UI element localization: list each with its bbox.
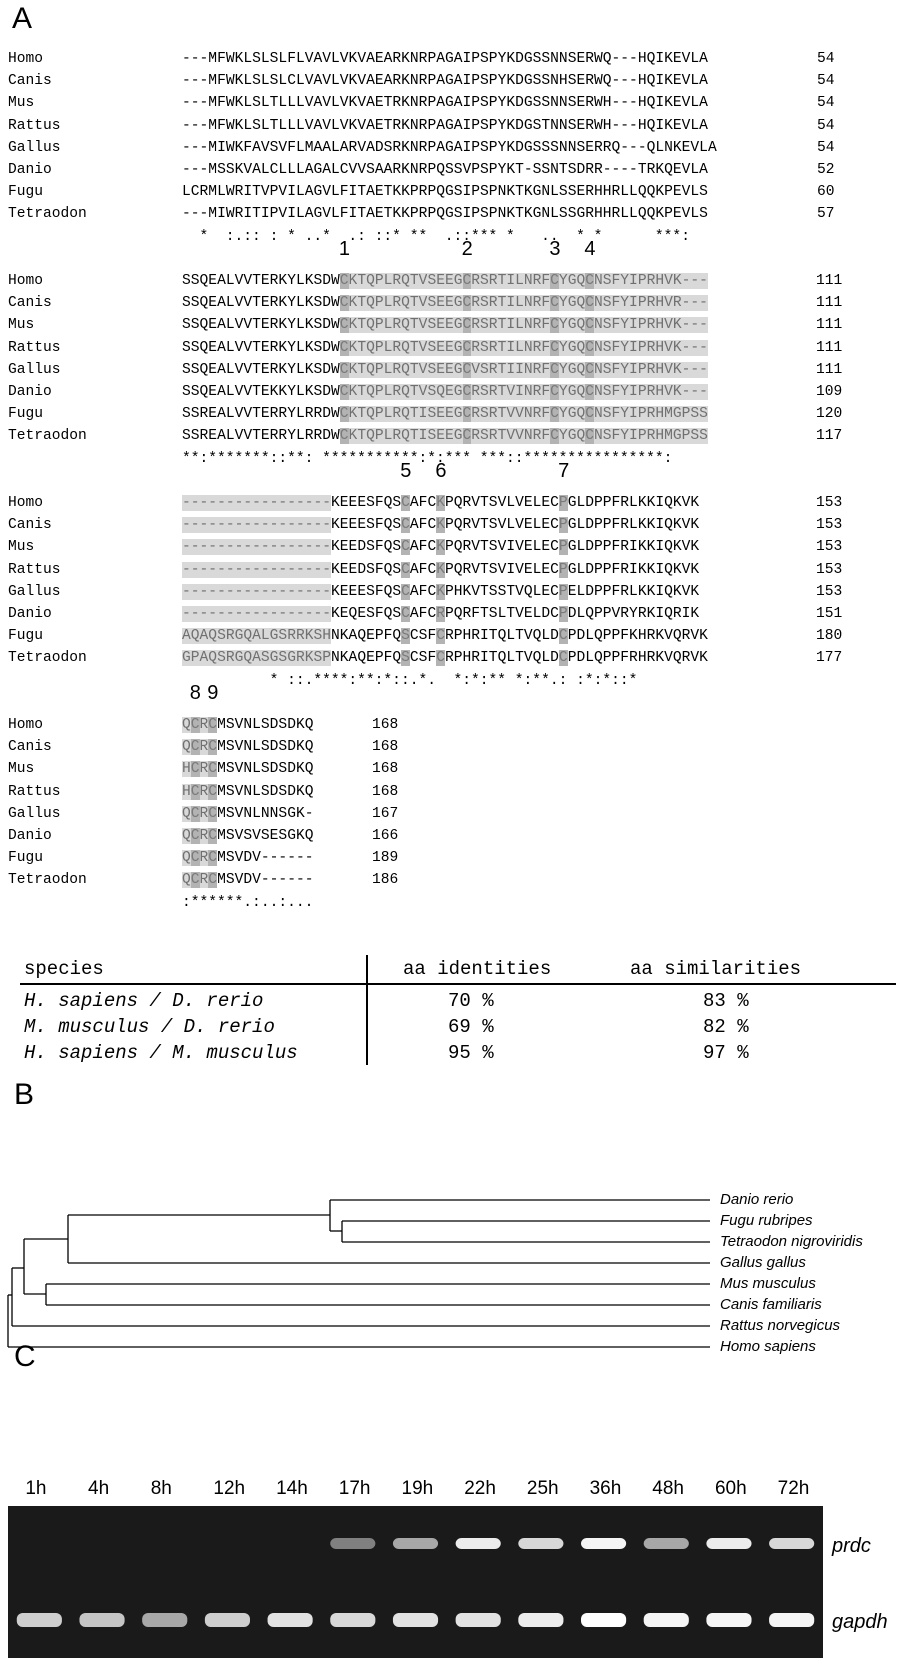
prdc-band: [456, 1538, 501, 1549]
species-name: Danio: [8, 161, 52, 178]
tree-leaf-label: Homo sapiens: [720, 1338, 816, 1355]
gapdh-band: [518, 1613, 563, 1627]
sequence: ---MFWKLSLSLFLVAVLVKVAEARKNRPAGAIPSPYKDGSSNNSERWQ---HQIKEVLA: [182, 51, 708, 67]
sequence: SSREALVVTERRYLRRDWCKTQPLRQTISEEGCRSRTVVNRFCYGQCNSFYIPRHMGPSS: [182, 406, 708, 423]
sequence: QCRCMSVNLSDSDKQ: [182, 739, 314, 756]
residue-count: 153: [816, 561, 843, 578]
residue-count: 151: [816, 605, 843, 622]
cysteine-label: 6: [435, 460, 447, 482]
gapdh-band: [706, 1613, 751, 1627]
panel-label-b: B: [14, 1078, 35, 1111]
table-row-similarity: 97 %: [703, 1042, 749, 1064]
residue-count: 120: [816, 406, 843, 423]
residue-count: 111: [816, 317, 843, 334]
sequence: SSQEALVVTERKYLKSDWCKTQPLRQTVSEEGCRSRTILNRFCYGQCNSFYIPRHVK---: [182, 339, 708, 356]
tree-leaf-label: Canis familiaris: [720, 1296, 822, 1313]
residue-count: 54: [817, 73, 835, 90]
gapdh-bands: [8, 1586, 823, 1658]
species-name: Homo: [8, 273, 44, 289]
sequence: QCRCMSVSVSESGKQ: [182, 827, 314, 844]
prdc-bands: [8, 1506, 823, 1586]
residue-count: 168: [372, 717, 399, 733]
gel-timepoint-label: 8h: [150, 1478, 172, 1499]
table-row-pair: H. sapiens / M. musculus: [24, 1042, 298, 1064]
residue-count: 54: [817, 139, 835, 156]
alignment-row: [8, 647, 898, 669]
gel-timepoint-label: 14h: [276, 1478, 308, 1499]
gel-timepoint-label: 19h: [401, 1478, 434, 1499]
residue-count: 166: [372, 827, 399, 844]
species-name: Homo: [8, 717, 44, 733]
alignment-row: [8, 181, 898, 203]
residue-count: 168: [372, 761, 399, 778]
alignment-row: [8, 115, 898, 137]
sequence: HCRCMSVNLSDSDKQ: [182, 761, 314, 778]
sequence: QCRCMSVDV------: [182, 850, 314, 867]
sequence: SSREALVVTERRYLRRDWCKTQPLRQTISEEGCRSRTVVNRFCYGQCNSFYIPRHMGPSS: [182, 428, 708, 445]
prdc-band: [644, 1538, 689, 1549]
sequence: QCRCMSVNLNNSGK-: [182, 805, 314, 822]
consensus-row: [8, 226, 898, 248]
gapdh-band: [205, 1613, 250, 1627]
residue-count: 111: [816, 295, 843, 312]
alignment-row: [8, 270, 898, 292]
species-name: Canis: [8, 295, 52, 312]
gene-label-prdc: prdc: [832, 1535, 871, 1557]
gapdh-band: [581, 1613, 626, 1627]
residue-count: 153: [816, 539, 843, 556]
prdc-band: [393, 1538, 438, 1549]
gapdh-band: [456, 1613, 501, 1627]
table-header-similarities: aa similarities: [630, 958, 802, 980]
tree-leaf-label: Mus musculus: [720, 1275, 816, 1292]
residue-count: 54: [817, 117, 835, 134]
gel-timepoint-label: 22h: [464, 1478, 496, 1499]
alignment-row: [8, 137, 898, 159]
gapdh-band: [79, 1613, 124, 1627]
alignment-row: [8, 581, 898, 603]
species-name: Rattus: [8, 783, 61, 800]
species-name: Rattus: [8, 561, 61, 578]
sequence: ---MSSKVALCLLLAGALCVVSAARKNRPQSSVPSPYKT-SSNTSDRR----TRKQEVLA: [182, 161, 708, 178]
alignment-row: [8, 92, 898, 114]
species-name: Canis: [8, 73, 52, 90]
species-name: Canis: [8, 517, 52, 534]
species-name: Fugu: [8, 406, 44, 423]
species-name: Gallus: [8, 361, 61, 378]
consensus-string: * :.:: : * ..* .: ::* ** .::*** * .. * * ***:: [182, 228, 690, 245]
residue-count: 153: [816, 583, 843, 600]
cysteine-label: 9: [207, 682, 219, 704]
cysteine-label: 8: [189, 682, 201, 704]
species-name: Danio: [8, 605, 52, 622]
consensus-row: [8, 448, 898, 470]
alignment-row: [8, 425, 898, 447]
residue-count: 117: [816, 428, 843, 445]
alignment-row: [8, 847, 898, 869]
alignment-row: [8, 536, 898, 558]
residue-count: 111: [816, 339, 843, 356]
tree-leaf-label: Rattus norvegicus: [720, 1317, 841, 1334]
prdc-band: [769, 1538, 814, 1549]
gel-timepoint-label: 4h: [88, 1478, 110, 1499]
panel-label-c: C: [14, 1340, 36, 1373]
table-row-similarity: 83 %: [703, 990, 749, 1012]
alignment-block: [8, 714, 898, 914]
sequence: -----------------KEEDSFQSCAFCKPQRVTSVIVELECPGLDPPFRIKKIQKVK: [182, 561, 700, 578]
sequence: -----------------KEEESFQSCAFCKPQRVTSVLVELECPGLDPPFRLKKIQKVK: [182, 495, 700, 511]
sequence: QCRCMSVDV------: [182, 872, 314, 889]
sequence: SSQEALVVTERKYLKSDWCKTQPLRQTVSEEGCVSRTIINRFCYGQCNSFYIPRHVK---: [182, 361, 708, 378]
gel-gapdh-strip: [8, 1586, 823, 1658]
table-row-identity: 95 %: [448, 1042, 494, 1064]
sequence: LCRMLWRITVPVILAGVLFITAETKKPRPQGSIPSPNKTKGNLSSERHHRLLQQKPEVLS: [182, 184, 708, 201]
alignment-row: [8, 337, 898, 359]
residue-count: 153: [816, 517, 843, 534]
species-name: Danio: [8, 827, 52, 844]
gene-label-gapdh: gapdh: [832, 1611, 888, 1633]
species-name: Tetraodon: [8, 650, 87, 667]
residue-count: 186: [372, 872, 399, 889]
gapdh-band: [330, 1613, 375, 1627]
residue-count: 177: [816, 650, 843, 667]
sequence: QCRCMSVNLSDSDKQ: [182, 717, 314, 733]
consensus-string: * ::.****:**:*::.*. *:*:** *:**.: :*:*::*: [182, 672, 638, 689]
table-rule: [20, 983, 896, 985]
sequence: SSQEALVVTERKYLKSDWCKTQPLRQTVSEEGCRSRTILNRFCYGQCNSFYIPRHVR---: [182, 295, 708, 312]
alignment-block: [8, 492, 898, 692]
alignment-row: [8, 714, 898, 736]
alignment-row: [8, 492, 898, 514]
tree-leaf-label: Danio rerio: [720, 1191, 794, 1208]
species-name: Gallus: [8, 139, 61, 156]
cysteine-label: 2: [461, 238, 473, 260]
residue-count: 54: [817, 95, 835, 112]
residue-count: 189: [372, 850, 399, 867]
tree-leaf-label: Tetraodon nigroviridis: [720, 1233, 863, 1250]
gel-prdc-strip: [8, 1506, 823, 1586]
gapdh-band: [644, 1613, 689, 1627]
gel-timepoint-label: 48h: [652, 1478, 684, 1499]
alignment-row: [8, 359, 898, 381]
species-name: Mus: [8, 761, 35, 778]
sequence: GPAQSRGQASGSGRKSPNKAQEPFQSCSFCRPHRITQLTVQLDCPDLQPPFRHRKVQRVK: [182, 650, 708, 667]
alignment-row: [8, 869, 898, 891]
residue-count: 180: [816, 628, 843, 645]
species-name: Mus: [8, 95, 35, 112]
alignment-row: [8, 203, 898, 225]
consensus-row: [8, 892, 898, 914]
gel-timepoint-label: 60h: [714, 1478, 747, 1499]
alignment-row: [8, 603, 898, 625]
residue-count: 60: [817, 184, 835, 201]
table-row-pair: M. musculus / D. rerio: [24, 1016, 275, 1038]
table-divider: [366, 955, 368, 1065]
species-name: Rattus: [8, 339, 61, 356]
cysteine-label: 7: [558, 460, 570, 482]
table-row-similarity: 82 %: [703, 1016, 749, 1038]
species-name: Mus: [8, 539, 35, 556]
species-name: Tetraodon: [8, 206, 87, 223]
sequence: SSQEALVVTERKYLKSDWCKTQPLRQTVSEEGCRSRTILNRFCYGQCNSFYIPRHVK---: [182, 273, 708, 289]
alignment-row: [8, 292, 898, 314]
species-name: Fugu: [8, 184, 44, 201]
species-name: Mus: [8, 317, 35, 334]
alignment-row: [8, 381, 898, 403]
sequence: -----------------KEEESFQSCAFCKPHKVTSSTVQLECPELDPPFRLKKIQKVK: [182, 583, 700, 600]
alignment-row: [8, 70, 898, 92]
alignment-row: [8, 514, 898, 536]
alignment-row: [8, 781, 898, 803]
sequence: SSQEALVVTEKKYLKSDWCKTQPLRQTVSQEGCRSRTVINRFCYGQCNSFYIPRHVK---: [182, 383, 708, 400]
consensus-string: **:*******::**: ***********:*:*** ***::****************:: [182, 450, 673, 467]
species-name: Rattus: [8, 117, 61, 134]
cysteine-label: 4: [584, 238, 596, 260]
gapdh-band: [268, 1613, 313, 1627]
species-name: Canis: [8, 739, 52, 756]
residue-count: 168: [372, 783, 399, 800]
alignment-row: [8, 625, 898, 647]
prdc-band: [706, 1538, 751, 1549]
residue-count: 111: [816, 273, 843, 289]
alignment-row: [8, 559, 898, 581]
sequence: ---MFWKLSLSLCLVAVLVKVAEARKNRPAGAIPSPYKDGSSNHSERWQ---HQIKEVLA: [182, 73, 708, 90]
tree-leaf-label: Fugu rubripes: [720, 1212, 813, 1229]
sequence: ---MIWRITIPVILAGVLFITAETKKPRPQGSIPSPNKTKGNLSSGRHHRLLQQKPEVLS: [182, 206, 708, 223]
species-name: Tetraodon: [8, 428, 87, 445]
gel-timepoint-label: 25h: [526, 1478, 559, 1499]
sequence: SSQEALVVTERKYLKSDWCKTQPLRQTVSEEGCRSRTILNRFCYGQCNSFYIPRHVK---: [182, 317, 708, 334]
residue-count: 52: [817, 161, 835, 178]
sequence: -----------------KEEDSFQSCAFCKPQRVTSVIVELECPGLDPPFRIKKIQKVK: [182, 539, 700, 556]
table-row-pair: H. sapiens / D. rerio: [24, 990, 264, 1012]
residue-count: 109: [816, 383, 843, 400]
species-name: Homo: [8, 51, 44, 67]
alignment-row: [8, 825, 898, 847]
gapdh-band: [17, 1613, 62, 1627]
sequence: ---MIWKFAVSVFLMAALARVADSRKNRPAGAIPSPYKDGSSSNNSERRQ---QLNKEVLA: [182, 139, 717, 156]
table-row-identity: 70 %: [448, 990, 494, 1012]
gel-timepoint-label: 36h: [589, 1478, 622, 1499]
species-name: Danio: [8, 383, 52, 400]
residue-count: 57: [817, 206, 835, 223]
sequence: -----------------KEEESFQSCAFCKPQRVTSVLVELECPGLDPPFRLKKIQKVK: [182, 517, 700, 534]
sequence: AQAQSRGQALGSRRKSHNKAQEPFQSCSFCRPHRITQLTVQLDCPDLQPPFKHRKVQRVK: [182, 628, 708, 645]
panel-label-a: A: [12, 2, 33, 35]
gapdh-band: [769, 1613, 814, 1627]
prdc-band: [330, 1538, 375, 1549]
gapdh-band: [393, 1613, 438, 1627]
consensus-string: :******.:..:...: [182, 894, 314, 911]
alignment-block: [8, 48, 898, 248]
alignment-row: [8, 803, 898, 825]
alignment-row: [8, 48, 898, 70]
residue-count: 54: [817, 51, 835, 67]
sequence: ---MFWKLSLTLLLVAVLVKVAETRKNRPAGAIPSPYKDGSTNNSERWH---HQIKEVLA: [182, 117, 708, 134]
residue-count: 153: [816, 495, 843, 511]
prdc-band: [518, 1538, 563, 1549]
table-header-species: species: [24, 958, 104, 980]
tree-leaf-label: Gallus gallus: [720, 1254, 806, 1271]
species-name: Homo: [8, 495, 44, 511]
residue-count: 111: [816, 361, 843, 378]
gel-timepoint-label: 72h: [777, 1478, 810, 1499]
alignment-row: [8, 403, 898, 425]
residue-count: 167: [372, 805, 399, 822]
sequence: -----------------KEQESFQSCAFCRPQRFTSLTVELDCPDLQPPVRYRKIQRIK: [182, 605, 700, 622]
sequence: HCRCMSVNLSDSDKQ: [182, 783, 314, 800]
alignment-row: [8, 314, 898, 336]
species-name: Gallus: [8, 805, 61, 822]
alignment-row: [8, 159, 898, 181]
gel-timepoint-label: 12h: [213, 1478, 246, 1499]
alignment-row: [8, 736, 898, 758]
table-header-identities: aa identities: [403, 958, 552, 980]
cysteine-label: 3: [549, 238, 561, 260]
cysteine-label: 5: [400, 460, 412, 482]
gel-timepoint-label: 1h: [25, 1478, 47, 1499]
residue-count: 168: [372, 739, 399, 756]
prdc-band: [581, 1538, 626, 1549]
gapdh-band: [142, 1613, 187, 1627]
species-name: Tetraodon: [8, 872, 87, 889]
table-row-identity: 69 %: [448, 1016, 494, 1038]
species-name: Fugu: [8, 850, 44, 867]
species-name: Fugu: [8, 628, 44, 645]
alignment-block: [8, 270, 898, 470]
consensus-row: [8, 670, 898, 692]
alignment-row: [8, 758, 898, 780]
species-name: Gallus: [8, 583, 61, 600]
sequence: ---MFWKLSLTLLLVAVLVKVAETRKNRPAGAIPSPYKDGSSNNSERWH---HQIKEVLA: [182, 95, 708, 112]
gel-timepoint-label: 17h: [338, 1478, 371, 1499]
cysteine-label: 1: [338, 238, 350, 260]
